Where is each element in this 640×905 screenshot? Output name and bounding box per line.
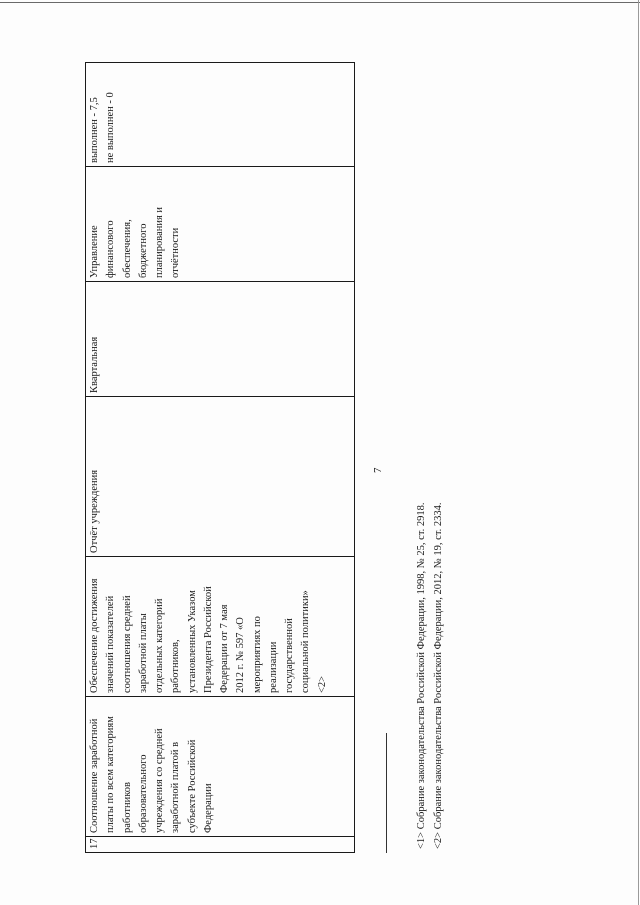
cell-purpose: Обеспечение достижения значений показателей соотношения средней заработной платы отдельных категорий работников, установленных Указом Президента Российской Федерации от 7 мая 2012 г. № 597 «О мероприятиях по реализации государственной социальной политики» <2> xyxy=(86,557,355,697)
cell-number: 17 xyxy=(86,837,355,853)
page-right-edge xyxy=(638,0,639,905)
cell-responsible: Управление финансового обеспечения, бюджетного планирования и отчётности xyxy=(86,167,355,282)
cell-frequency: Квартальная xyxy=(86,282,355,397)
cell-evaluation: выполнен - 7,5 не выполнен - 0 xyxy=(86,63,355,167)
cell-source: Отчёт учреждения xyxy=(86,397,355,557)
footnote-2: <2> Собрание законодательства Российской Федерации, 2012, № 19, ст. 2334. xyxy=(433,502,444,849)
rotated-content xyxy=(85,63,444,853)
page-number: 7 xyxy=(372,467,384,473)
footnote-1: <1> Собрание законодательства Российской Федерации, 1998, № 25, ст. 2918. xyxy=(416,502,427,849)
cell-indicator: Соотношение заработной платы по всем категориям работников образовательного учреждения со средней заработной платой в субъекте Российской Федерации xyxy=(86,697,355,837)
footnote-separator xyxy=(386,733,387,853)
page-top-edge xyxy=(0,2,640,3)
table-row xyxy=(86,63,355,853)
indicator-table xyxy=(85,62,355,853)
